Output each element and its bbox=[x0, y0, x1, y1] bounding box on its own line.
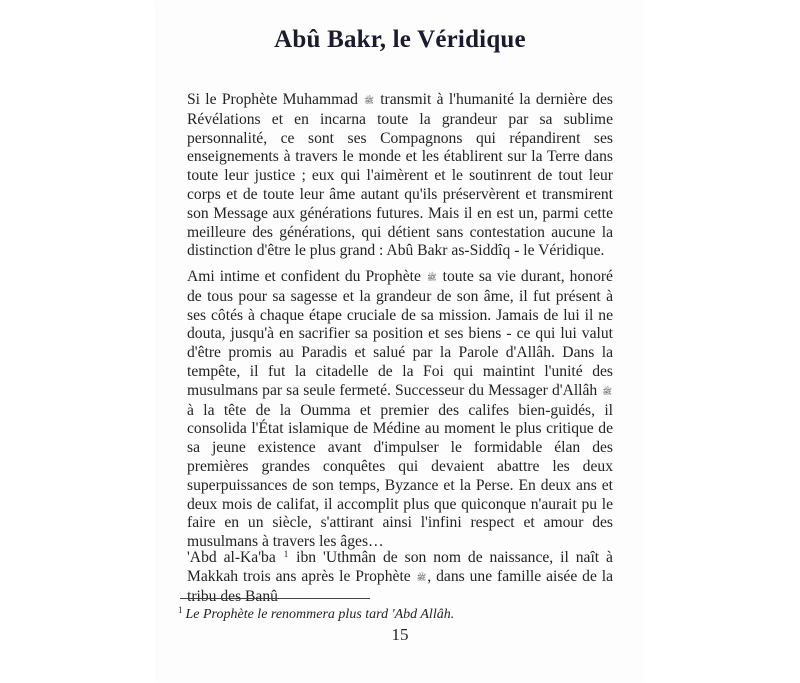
paragraph-text: à la tête de la Oumma et premier des califes bien-guidés, il consolida l'État islamique de Médine au moment le plus critique de sa jeune existence avant d'impulser le formidable élan des premières grandes conquêtes qui devaient abattre les deux superpuissances de son temps, Byzance et la Perse. En deux ans et deux mois de califat, il accomplit plus que quiconque n'aurait pu le faire en un siècle, s'attirant ainsi l'infini respect et amour des musulmans à travers les âges… bbox=[187, 401, 613, 551]
honorific-icon: ﷺ bbox=[602, 386, 612, 396]
paragraph-biography bbox=[187, 268, 613, 552]
paragraph-text: Si le Prophète Muhammad bbox=[187, 91, 358, 108]
paragraph-text: transmit à l'humanité la dernière des Révélations et en incarna toute la grandeur par sa sublime personnalité, ce sont ses Compagnons qui répandirent ses enseignements à travers le monde et les établirent sur la Terre dans toute leur justice ; eux qui l'aimèrent et le soutinrent de tout leur corps et de toute leur âme autant qu'ils préservèrent et transmirent son Message aux générations futures. Mais il en est un, parmi cette meilleure des générations, qui détient sans contestation aucune la distinction d'être le plus grand : Abû Bakr as-Siddîq - le Véridique. bbox=[187, 91, 613, 260]
honorific-icon: ﷺ bbox=[416, 572, 427, 582]
footnote-reference: 1 bbox=[283, 549, 289, 559]
paragraph-intro bbox=[187, 91, 613, 261]
paragraph-text: dans une famille aisée de la tribu des Banû bbox=[187, 567, 614, 605]
page-number: 15 bbox=[391, 625, 409, 644]
footnote-divider bbox=[180, 598, 370, 599]
paragraph-text: Ami intime et confident du Prophète bbox=[187, 268, 421, 285]
paragraph-text: toute sa vie durant, honoré de tous pour sa sagesse et la grandeur de son âme, il fut présent à ses côtés à chaque étape cruciale de sa mission. Jamais de lui il ne douta, jusqu'à en sacrifier sa position et ses biens - ce qui lui valut d'être promis au Paradis et salué par la Parole d'Allâh. Dans la tempête, il fut la citadelle de la Foi qui maintint l'unité des musulmans par sa seule fermeté. Successeur du Messager d'Allâh bbox=[187, 268, 613, 399]
footnote-number: 1 bbox=[178, 605, 183, 615]
chapter-title: Abû Bakr, le Véridique bbox=[274, 26, 526, 53]
honorific-icon: ﷺ bbox=[426, 273, 437, 282]
honorific-icon: ﷺ bbox=[364, 96, 374, 105]
paragraph-text: 'Abd al-Ka'ba bbox=[187, 549, 276, 566]
paragraph-birth: 'Abd al-Ka'ba $^1$ ibn 'Uthmân de son nom de naissance, il naît à Makkah trois ans après le Prophète ﷺ, dans une famille aisée de la tribu des Banû bbox=[187, 549, 614, 605]
paragraph-text: ibn 'Uthmân de son nom de naissance, il naît à Makkah trois ans après le Prophète bbox=[187, 549, 613, 585]
footnote bbox=[178, 605, 454, 623]
footnote-text: Le Prophète le renommera plus tard 'Abd Allâh. bbox=[185, 607, 455, 622]
